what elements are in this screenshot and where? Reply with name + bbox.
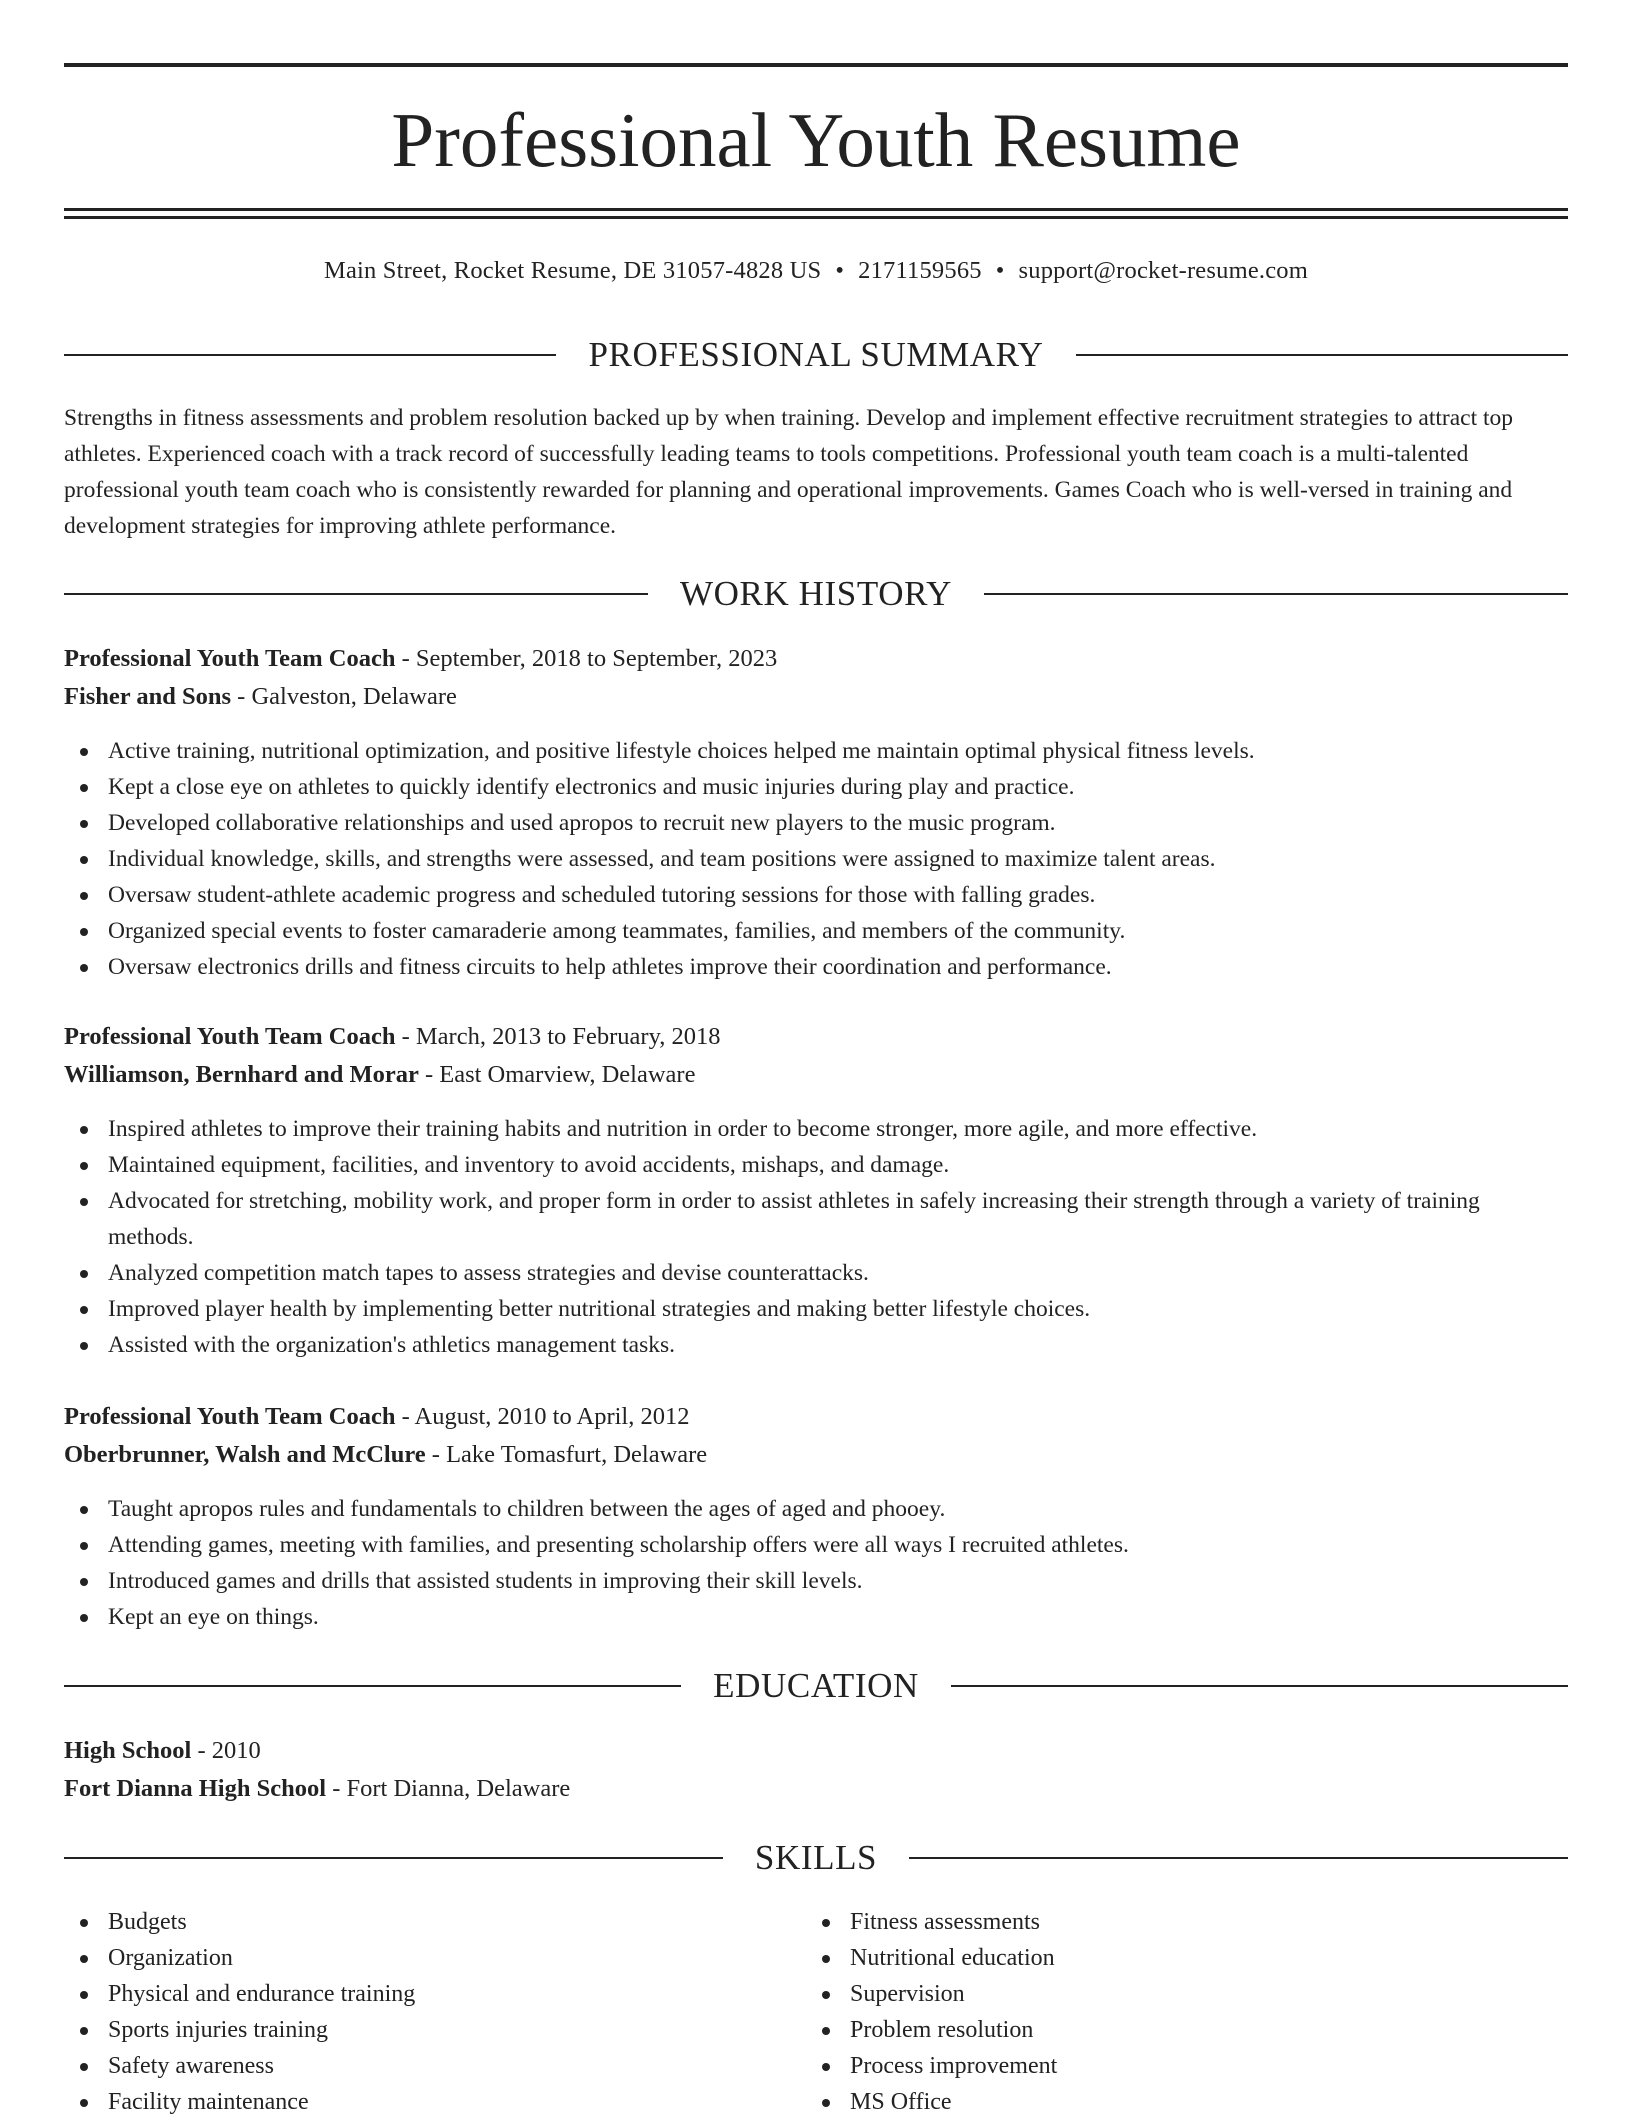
job-dates: - March, 2013 to February, 2018 [395, 1023, 721, 1050]
work-history-heading [64, 572, 1568, 616]
heading-rule [64, 593, 648, 595]
job-location: - East Omarview, Delaware [418, 1061, 696, 1088]
skill-item: Budgets [64, 1904, 806, 1940]
skill-item: Problem resolution [806, 2012, 1548, 2048]
education-entry [64, 1732, 1568, 1808]
job-employer: Fisher and Sons [64, 683, 232, 710]
skills-heading [64, 1836, 1568, 1880]
skills-heading-label: SKILLS [754, 1838, 878, 1877]
contact-phone: 2171159565 [858, 257, 982, 284]
job-bullets [64, 733, 1568, 985]
job-bullet: Developed collaborative relationships and used apropos to recruit new players to the music program. [64, 805, 1568, 841]
skill-item: Fitness assessments [806, 1904, 1548, 1940]
job-bullet: Improved player health by implementing better nutritional strategies and making better lifestyle choices. [64, 1291, 1568, 1327]
job-bullet: Individual knowledge, skills, and strengths were assessed, and team positions were assigned to maximize talent areas. [64, 841, 1568, 877]
contact-email: support@rocket-resume.com [1018, 257, 1309, 284]
work-history-heading-label: WORK HISTORY [680, 574, 952, 613]
contact-separator: • [835, 257, 845, 284]
job-location: - Lake Tomasfurt, Delaware [425, 1441, 708, 1468]
skill-item: Physical and endurance training [64, 1976, 806, 2012]
job-title: Professional Youth Team Coach [64, 645, 396, 672]
skills-bullets-left [64, 1904, 806, 2120]
contact-line [64, 254, 1568, 288]
skill-item: Facility maintenance [64, 2084, 806, 2120]
title-rule-lower [64, 216, 1568, 219]
skills-bullets-right [806, 1904, 1548, 2120]
job-entry-3 [64, 1398, 1568, 1635]
job-dates: - September, 2018 to September, 2023 [395, 645, 778, 672]
job-bullet: Oversaw student-athlete academic progress and scheduled tutoring sessions for those with falling grades. [64, 877, 1568, 913]
heading-rule [64, 1857, 723, 1859]
contact-separator: • [995, 257, 1005, 284]
job-bullet: Kept a close eye on athletes to quickly identify electronics and music injuries during play and practice. [64, 769, 1568, 805]
job-bullet: Introduced games and drills that assisted students in improving their skill levels. [64, 1563, 1568, 1599]
job-employer-line [64, 1056, 1568, 1094]
heading-rule [909, 1857, 1568, 1859]
job-entry-1 [64, 640, 1568, 985]
job-bullet: Analyzed competition match tapes to assess strategies and devise counterattacks. [64, 1255, 1568, 1291]
job-employer-line [64, 1436, 1568, 1474]
job-title-line [64, 1398, 1568, 1436]
job-bullet: Organized special events to foster camaraderie among teammates, families, and members of the community. [64, 913, 1568, 949]
heading-rule [1076, 354, 1568, 356]
job-dates: - August, 2010 to April, 2012 [395, 1403, 690, 1430]
contact-address: Main Street, Rocket Resume, DE 31057-4828 US [323, 257, 822, 284]
heading-rule [984, 593, 1568, 595]
job-bullet: Taught apropos rules and fundamentals to children between the ages of aged and phooey. [64, 1491, 1568, 1527]
job-bullet: Maintained equipment, facilities, and inventory to avoid accidents, mishaps, and damage. [64, 1147, 1568, 1183]
education-year: - 2010 [191, 1737, 261, 1764]
job-bullet: Active training, nutritional optimization, and positive lifestyle choices helped me maintain optimal physical fitness levels. [64, 733, 1568, 769]
education-degree-line [64, 1732, 1568, 1770]
job-title: Professional Youth Team Coach [64, 1023, 396, 1050]
education-location: - Fort Dianna, Delaware [326, 1775, 571, 1802]
job-title-line [64, 640, 1568, 678]
job-bullet: Kept an eye on things. [64, 1599, 1568, 1635]
summary-heading-label: PROFESSIONAL SUMMARY [588, 335, 1044, 374]
job-bullet: Attending games, meeting with families, and presenting scholarship offers were all ways I recruited athletes. [64, 1527, 1568, 1563]
resume-title: Professional Youth Resume [391, 97, 1241, 183]
skills-column-left [64, 1904, 806, 2120]
skills-column-right [806, 1904, 1548, 2120]
education-school: Fort Dianna High School [64, 1775, 327, 1802]
job-entry-2 [64, 1018, 1568, 1363]
top-rule [64, 63, 1568, 67]
job-title: Professional Youth Team Coach [64, 1403, 396, 1430]
job-bullets [64, 1111, 1568, 1363]
skill-item: Nutritional education [806, 1940, 1548, 1976]
title-rule-upper [64, 208, 1568, 211]
heading-rule [64, 1685, 681, 1687]
job-title-line [64, 1018, 1568, 1056]
education-school-line [64, 1770, 1568, 1808]
job-employer: Oberbrunner, Walsh and McClure [64, 1441, 426, 1468]
job-bullet: Advocated for stretching, mobility work, and proper form in order to assist athletes in safely increasing their strength through a variety of training methods. [64, 1183, 1568, 1255]
skill-item: MS Office [806, 2084, 1548, 2120]
job-bullet: Assisted with the organization's athletics management tasks. [64, 1327, 1568, 1363]
education-heading-label: EDUCATION [713, 1666, 919, 1705]
summary-text: Strengths in fitness assessments and problem resolution backed up by when training. Develop and implement effective recruitment strategies to attract top athletes. Experienced coach with a track record of successfully leading teams to tools competitions. Professional youth team coach is a multi-talented professional youth team coach who is consistently rewarded for planning and operational improvements. Games Coach who is well-versed in training and development strategies for improving athlete performance. [64, 405, 1514, 539]
job-bullets [64, 1491, 1568, 1635]
heading-rule [951, 1685, 1568, 1687]
education-heading [64, 1664, 1568, 1708]
heading-rule [64, 354, 556, 356]
skill-item: Sports injuries training [64, 2012, 806, 2048]
job-employer: Williamson, Bernhard and Morar [64, 1061, 419, 1088]
skill-item: Process improvement [806, 2048, 1548, 2084]
job-bullet: Oversaw electronics drills and fitness circuits to help athletes improve their coordination and performance. [64, 949, 1568, 985]
skills-list [64, 1904, 1568, 2120]
summary-heading [64, 333, 1568, 377]
job-bullet: Inspired athletes to improve their training habits and nutrition in order to become stronger, more agile, and more effective. [64, 1111, 1568, 1147]
job-employer-line [64, 678, 1568, 716]
education-degree: High School [64, 1737, 192, 1764]
skill-item: Organization [64, 1940, 806, 1976]
skill-item: Supervision [806, 1976, 1548, 2012]
skill-item: Safety awareness [64, 2048, 806, 2084]
job-location: - Galveston, Delaware [231, 683, 457, 710]
